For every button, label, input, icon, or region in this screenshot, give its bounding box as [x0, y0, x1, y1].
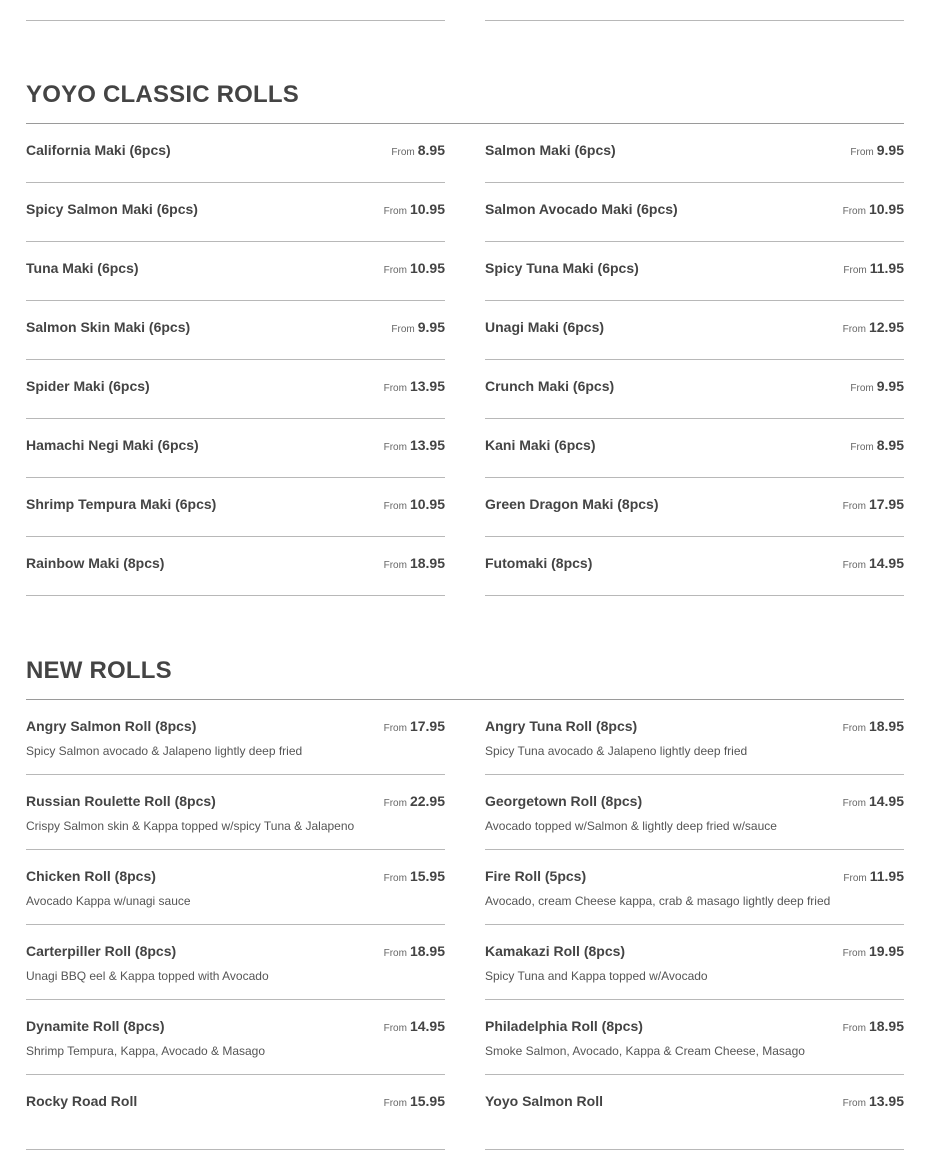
item-name: Green Dragon Maki (8pcs)	[485, 496, 659, 512]
price-from-label: From	[383, 383, 407, 394]
item-name: Hamachi Negi Maki (6pcs)	[26, 437, 199, 453]
price-from-label: From	[383, 723, 407, 734]
menu-item[interactable]	[485, 1075, 904, 1150]
item-name: Crunch Maki (6pcs)	[485, 378, 615, 394]
item-price: 9.95	[876, 378, 904, 394]
item-name: Salmon Maki (6pcs)	[485, 142, 616, 158]
item-name: Philadelphia Roll (8pcs)	[485, 1018, 643, 1034]
item-description: Crispy Salmon skin & Kappa topped w/spicy Tuna & Jalapeno	[26, 819, 355, 833]
item-name: Angry Tuna Roll (8pcs)	[485, 718, 638, 734]
item-price: 15.95	[409, 1093, 445, 1109]
item-name: Fire Roll (5pcs)	[485, 868, 587, 884]
item-price: 12.95	[868, 319, 904, 335]
price-from-label: From	[842, 798, 866, 809]
item-price-group	[843, 319, 904, 337]
item-price-group	[384, 1018, 445, 1036]
price-from-label: From	[842, 1023, 866, 1034]
price-from-label: From	[383, 501, 407, 512]
item-name: Carterpiller Roll (8pcs)	[26, 943, 177, 959]
price-from-label: From	[383, 560, 407, 571]
item-description: Avocado, cream Cheese kappa, crab & masago lightly deep fried	[485, 894, 831, 908]
section-title: YOYO CLASSIC ROLLS	[26, 81, 299, 108]
menu-item[interactable]	[26, 775, 445, 850]
item-price: 11.95	[869, 260, 904, 276]
item-price: 17.95	[868, 496, 904, 512]
price-from-label: From	[850, 442, 874, 453]
price-from-label: From	[850, 383, 874, 394]
item-description: Shrimp Tempura, Kappa, Avocado & Masago	[26, 1044, 266, 1058]
menu-item[interactable]	[26, 850, 445, 925]
item-name: Chicken Roll (8pcs)	[26, 868, 156, 884]
item-price: 8.95	[417, 142, 445, 158]
price-from-label: From	[383, 948, 407, 959]
menu-item[interactable]	[485, 124, 904, 183]
item-price-group	[843, 496, 904, 514]
item-price-group	[843, 260, 904, 278]
menu-item[interactable]	[26, 124, 445, 183]
item-price: 18.95	[868, 1018, 904, 1034]
section-new-rolls	[26, 657, 904, 1109]
item-name: California Maki (6pcs)	[26, 142, 171, 158]
item-name: Salmon Skin Maki (6pcs)	[26, 319, 191, 335]
item-price-group	[391, 142, 445, 160]
menu-item[interactable]	[485, 478, 904, 537]
menu-item[interactable]	[26, 1075, 445, 1150]
menu-item[interactable]	[485, 850, 904, 925]
menu-item[interactable]	[26, 925, 445, 1000]
price-from-label: From	[383, 442, 407, 453]
menu-item[interactable]	[26, 700, 445, 775]
item-price-group	[843, 555, 904, 573]
price-from-label: From	[383, 206, 407, 217]
item-name: Spider Maki (6pcs)	[26, 378, 150, 394]
item-price-group	[843, 718, 904, 736]
menu-item[interactable]	[26, 419, 445, 478]
menu-item[interactable]	[26, 1000, 445, 1075]
item-name: Spicy Salmon Maki (6pcs)	[26, 201, 198, 217]
item-name: Futomaki (8pcs)	[485, 555, 593, 571]
item-name: Georgetown Roll (8pcs)	[485, 793, 643, 809]
item-name: Russian Roulette Roll (8pcs)	[26, 793, 216, 809]
price-from-label: From	[383, 873, 407, 884]
menu-item[interactable]	[485, 242, 904, 301]
item-price: 13.95	[409, 378, 445, 394]
item-price-group	[384, 868, 445, 886]
item-price-group	[384, 378, 445, 396]
menu-item[interactable]	[26, 537, 445, 596]
item-price-group	[843, 1018, 904, 1036]
item-price: 13.95	[868, 1093, 904, 1109]
price-from-label: From	[842, 560, 866, 571]
item-description: Avocado Kappa w/unagi sauce	[26, 894, 191, 908]
item-price-group	[843, 201, 904, 219]
price-from-label: From	[391, 147, 415, 158]
menu-item[interactable]	[485, 183, 904, 242]
item-name: Spicy Tuna Maki (6pcs)	[485, 260, 639, 276]
price-from-label: From	[843, 265, 867, 276]
item-name: Yoyo Salmon Roll	[485, 1093, 603, 1109]
section-title: NEW ROLLS	[26, 657, 172, 684]
menu-item[interactable]	[485, 700, 904, 775]
price-from-label: From	[383, 265, 407, 276]
menu-item[interactable]	[26, 478, 445, 537]
item-price: 14.95	[868, 555, 904, 571]
price-from-label: From	[383, 798, 407, 809]
item-price: 10.95	[409, 260, 445, 276]
item-price-group	[384, 1093, 445, 1111]
item-name: Kamakazi Roll (8pcs)	[485, 943, 626, 959]
item-price: 19.95	[868, 943, 904, 959]
section-yoyo-classic-rolls	[26, 81, 904, 571]
previous-item-left[interactable]	[26, 0, 445, 21]
item-price-group	[384, 943, 445, 961]
item-price-group	[384, 718, 445, 736]
item-price: 8.95	[876, 437, 904, 453]
item-price-group	[384, 555, 445, 573]
menu-item[interactable]	[26, 242, 445, 301]
price-from-label: From	[842, 723, 866, 734]
menu-item[interactable]	[26, 360, 445, 419]
item-name: Unagi Maki (6pcs)	[485, 319, 605, 335]
menu-item[interactable]	[485, 419, 904, 478]
item-price-group	[843, 868, 904, 886]
price-from-label: From	[850, 147, 874, 158]
item-name: Salmon Avocado Maki (6pcs)	[485, 201, 678, 217]
item-description: Spicy Salmon avocado & Jalapeno lightly deep fried	[26, 744, 303, 758]
item-name: Rocky Road Roll	[26, 1093, 138, 1109]
item-name: Kani Maki (6pcs)	[485, 437, 596, 453]
item-price: 22.95	[409, 793, 445, 809]
item-price: 18.95	[409, 943, 445, 959]
item-price-group	[850, 378, 904, 396]
item-price-group	[850, 437, 904, 455]
menu-item[interactable]	[485, 537, 904, 596]
item-name: Shrimp Tempura Maki (6pcs)	[26, 496, 217, 512]
item-price-group	[384, 496, 445, 514]
menu-item[interactable]	[26, 301, 445, 360]
item-price: 10.95	[868, 201, 904, 217]
item-price: 9.95	[417, 319, 445, 335]
item-price: 14.95	[868, 793, 904, 809]
price-from-label: From	[391, 324, 415, 335]
menu-item[interactable]	[485, 1000, 904, 1075]
previous-item-right[interactable]	[485, 0, 904, 21]
item-description: Unagi BBQ eel & Kappa topped with Avocado	[26, 969, 269, 983]
item-name: Rainbow Maki (8pcs)	[26, 555, 165, 571]
item-price-group	[384, 437, 445, 455]
item-price: 10.95	[409, 496, 445, 512]
item-price-group	[384, 260, 445, 278]
price-from-label: From	[842, 324, 866, 335]
price-from-label: From	[843, 873, 867, 884]
item-price-group	[384, 793, 445, 811]
item-name: Dynamite Roll (8pcs)	[26, 1018, 165, 1034]
item-price: 18.95	[868, 718, 904, 734]
item-price-group	[843, 943, 904, 961]
price-from-label: From	[842, 948, 866, 959]
item-price-group	[843, 1093, 904, 1111]
item-price: 18.95	[409, 555, 445, 571]
item-name: Tuna Maki (6pcs)	[26, 260, 139, 276]
menu-item[interactable]	[485, 301, 904, 360]
price-from-label: From	[842, 206, 866, 217]
item-price: 10.95	[409, 201, 445, 217]
item-price-group	[850, 142, 904, 160]
item-price: 15.95	[409, 868, 445, 884]
item-price-group	[391, 319, 445, 337]
item-price: 13.95	[409, 437, 445, 453]
menu-item[interactable]	[26, 183, 445, 242]
menu-item[interactable]	[485, 360, 904, 419]
item-price: 17.95	[409, 718, 445, 734]
item-price: 11.95	[869, 868, 904, 884]
item-description: Spicy Tuna and Kappa topped w/Avocado	[485, 969, 708, 983]
item-description: Smoke Salmon, Avocado, Kappa & Cream Cheese, Masago	[485, 1044, 805, 1058]
price-from-label: From	[842, 501, 866, 512]
item-price: 9.95	[876, 142, 904, 158]
item-price: 14.95	[409, 1018, 445, 1034]
item-name: Angry Salmon Roll (8pcs)	[26, 718, 197, 734]
item-description: Avocado topped w/Salmon & lightly deep fried w/sauce	[485, 819, 777, 833]
menu-item[interactable]	[485, 925, 904, 1000]
item-price-group	[384, 201, 445, 219]
price-from-label: From	[842, 1098, 866, 1109]
item-description: Spicy Tuna avocado & Jalapeno lightly deep fried	[485, 744, 748, 758]
price-from-label: From	[383, 1023, 407, 1034]
price-from-label: From	[383, 1098, 407, 1109]
previous-section-last-row	[26, 0, 904, 21]
menu-item[interactable]	[485, 775, 904, 850]
item-price-group	[843, 793, 904, 811]
